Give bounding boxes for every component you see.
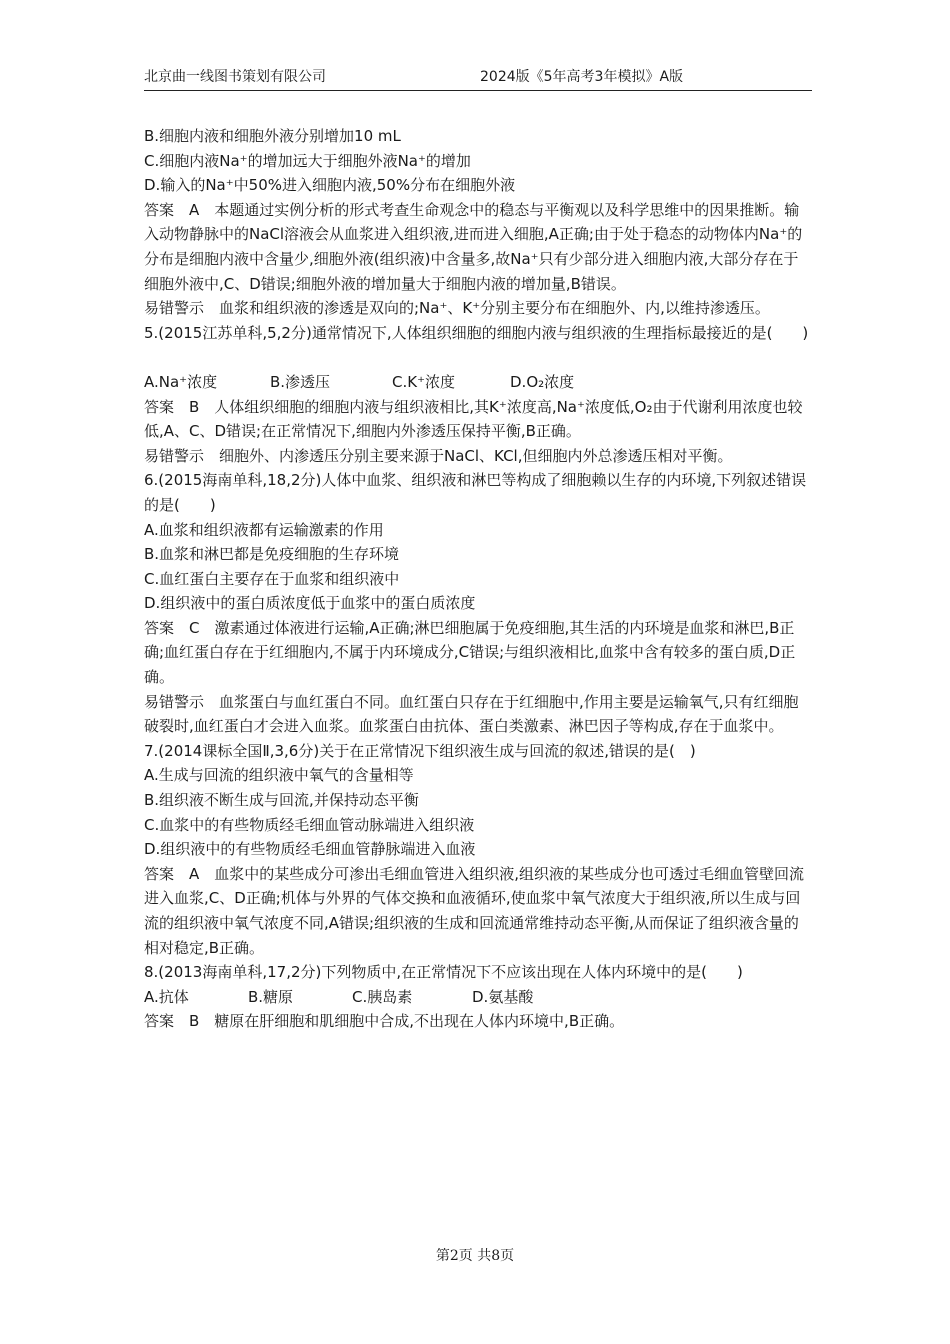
q5-option-a: A.Na⁺浓度 bbox=[144, 372, 218, 391]
q8-options bbox=[144, 985, 812, 1010]
q6-warning: 易错警示 血浆蛋白与血红蛋白不同。血红蛋白只存在于红细胞中,作用主要是运输氧气,只有红细胞破裂时,血红蛋白才会进入血浆。血浆蛋白由抗体、蛋白类激素、淋巴因子等构成,存在于血浆中。 bbox=[144, 692, 799, 736]
q7-option-b: B.组织液不断生成与回流,并保持动态平衡 bbox=[144, 791, 419, 810]
q4-option-d: D.输入的Na⁺中50%进入细胞内液,50%分布在细胞外液 bbox=[144, 176, 516, 195]
q6-stem: 6.(2015海南单科,18,2分)人体中血浆、组织液和淋巴等构成了细胞赖以生存的内环境,下列叙述错误的是( ) bbox=[144, 471, 807, 514]
q8-option-d: D.氨基酸 bbox=[472, 987, 534, 1006]
header-publisher: 北京曲一线图书策划有限公司 bbox=[144, 69, 326, 85]
q6-option-d: D.组织液中的蛋白质浓度低于血浆中的蛋白质浓度 bbox=[144, 594, 476, 613]
q5-stem: 5.(2015江苏单科,5,2分)通常情况下,人体组织细胞的细胞内液与组织液的生理指标最接近的是( ) bbox=[144, 323, 809, 342]
q5-warning: 易错警示 细胞外、内渗透压分别主要来源于NaCl、KCl,但细胞内外总渗透压相对平衡。 bbox=[144, 446, 733, 465]
q8-stem: 8.(2013海南单科,17,2分)下列物质中,在正常情况下不应该出现在人体内环境中的是( ) bbox=[144, 963, 743, 982]
page-content bbox=[144, 124, 812, 1034]
q6-option-a: A.血浆和组织液都有运输激素的作用 bbox=[144, 520, 384, 539]
q8-option-a: A.抗体 bbox=[144, 987, 189, 1006]
q5-option-b: B.渗透压 bbox=[270, 372, 331, 391]
q4-option-b: B.细胞内液和细胞外液分别增加10 mL bbox=[144, 127, 401, 145]
q6-option-c: C.血红蛋白主要存在于血浆和组织液中 bbox=[144, 569, 400, 588]
q7-stem: 7.(2014课标全国Ⅱ,3,6分)关于在正常情况下组织液生成与回流的叙述,错误的是( ) bbox=[144, 741, 696, 760]
q8-option-c: C.胰岛素 bbox=[352, 987, 413, 1006]
q5-options bbox=[144, 370, 812, 395]
q4-option-c: C.细胞内液Na⁺的增加远大于细胞外液Na⁺的增加 bbox=[144, 151, 471, 170]
q5-option-d: D.O₂浓度 bbox=[510, 372, 575, 391]
header-book-title: 2024版《5年高考3年模拟》A版 bbox=[480, 69, 684, 85]
q7-option-a: A.生成与回流的组织液中氧气的含量相等 bbox=[144, 766, 414, 785]
q6-answer: 答案 C 激素通过体液进行运输,A正确;淋巴细胞属于免疫细胞,其生活的内环境是血浆和淋巴,B正确;血红蛋白存在于红细胞内,不属于内环境成分,C错误;与组织液相比,血浆中含有较多的蛋白质,D正确。 bbox=[144, 618, 796, 687]
q5-option-c: C.K⁺浓度 bbox=[392, 372, 455, 391]
q8-answer: 答案 B 糖原在肝细胞和肌细胞中合成,不出现在人体内环境中,B正确。 bbox=[144, 1012, 625, 1031]
q6-option-b: B.血浆和淋巴都是免疫细胞的生存环境 bbox=[144, 545, 400, 564]
q8-option-b: B.糖原 bbox=[248, 987, 294, 1006]
q5-answer: 答案 B 人体组织细胞的细胞内液与组织液相比,其K⁺浓度高,Na⁺浓度低,O₂由于代谢利用浓度也较低,A、C、D错误;在正常情况下,细胞内外渗透压保持平衡,B正确。 bbox=[144, 397, 803, 441]
q4-warning: 易错警示 血浆和组织液的渗透是双向的;Na⁺、K⁺分别主要分布在细胞外、内,以维持渗透压。 bbox=[144, 299, 770, 318]
q7-option-d: D.组织液中的有些物质经毛细血管静脉端进入血液 bbox=[144, 840, 476, 859]
page-header bbox=[144, 64, 812, 91]
q7-option-c: C.血浆中的有些物质经毛细血管动脉端进入组织液 bbox=[144, 815, 475, 834]
q7-answer: 答案 A 血浆中的某些成分可渗出毛细血管进入组织液,组织液的某些成分也可透过毛细血管壁回流进入血浆,C、D正确;机体与外界的气体交换和血液循环,使血浆中氧气浓度大于组织液,所以生成与回流的组织液中氧气浓度不同,A错误;组织液的生成和回流通常维持动态平衡,从而保证了组织液含量的相对稳定,B正确。 bbox=[144, 864, 805, 957]
page-number: 第2页 共8页 bbox=[435, 1248, 515, 1264]
q4-answer: 答案 A 本题通过实例分析的形式考查生命观念中的稳态与平衡观以及科学思维中的因果推断。输入动物静脉中的NaCl溶液会从血浆进入组织液,进而进入细胞,A正确;由于处于稳态的动物体内Na⁺的分布是细胞内液中含量少,细胞外液(组织液)中含量多,故Na⁺只有少部分进入细胞内液,大部分存在于细胞外液中,C、D错误;细胞外液的增加量大于细胞内液的增加量,B错误。 bbox=[144, 200, 803, 293]
